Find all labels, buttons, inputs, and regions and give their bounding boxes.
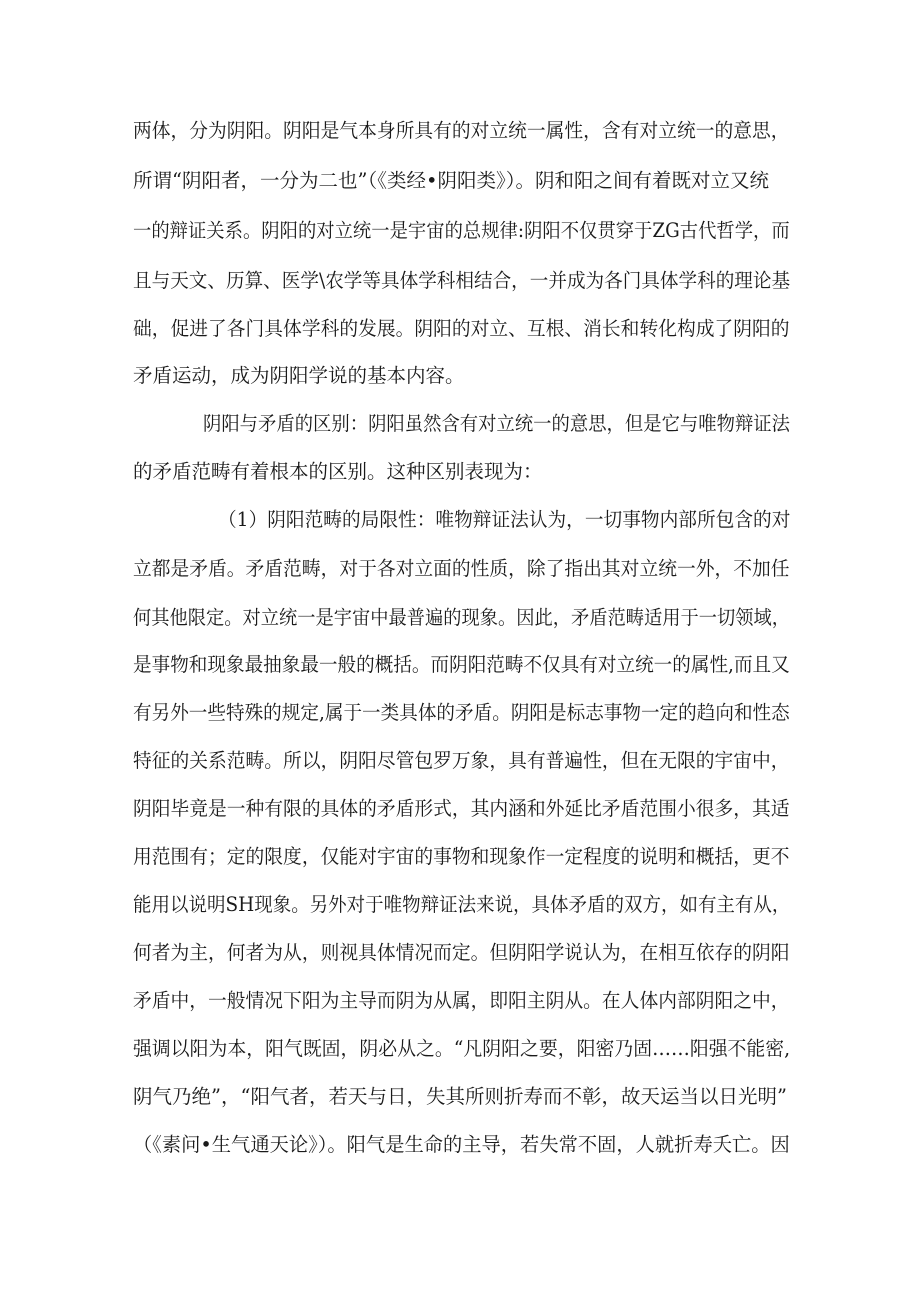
text-line: 强调以阳为本，阳气既固，阴必从之。“凡阴阳之要，阳密乃固……阳强不能密, bbox=[133, 1037, 791, 1060]
text-line: （《素问•生气通天论》）。阳气是生命的主导，若失常不固，人就折寿夭亡。因 bbox=[133, 1133, 790, 1156]
text-line: 矛盾运动，成为阴阳学说的基本内容。 bbox=[133, 364, 465, 387]
text-line: 两体，分为阴阳。阴阳是气本身所具有的对立统一属性，含有对立统一的意思， bbox=[133, 119, 790, 142]
text-line: 特征的关系范畴。所以，阴阳尽管包罗万象，具有普遍性，但在无限的宇宙中， bbox=[133, 749, 790, 772]
text-line: 何者为主，何者为从，则视具体情况而定。但阴阳学说认为，在相互依存的阴阳 bbox=[133, 941, 790, 964]
text-line: （1）阴阳范畴的局限性：唯物辩证法认为，一切事物内部所包含的对 bbox=[218, 508, 791, 531]
text-line: 阴阳毕竟是一种有限的具体的矛盾形式，其内涵和外延比矛盾范围小很多，其适 bbox=[133, 797, 790, 820]
text-line: 的矛盾范畴有着根本的区别。这种区别表现为： bbox=[133, 460, 543, 483]
text-line: 是事物和现象最抽象最一般的概括。而阴阳范畴不仅具有对立统一的属性,而且又 bbox=[133, 653, 790, 676]
text-line: 阴阳与矛盾的区别：阴阳虽然含有对立统一的意思，但是它与唯物辩证法 bbox=[203, 412, 791, 435]
text-line: 能用以说明SH现象。另外对于唯物辩证法来说，具体矛盾的双方，如有主有从， bbox=[133, 893, 791, 916]
text-line: 立都是矛盾。矛盾范畴，对于各对立面的性质，除了指出其对立统一外，不加任 bbox=[133, 557, 790, 580]
text-line: 一的辩证关系。阴阳的对立统一是宇宙的总规律:阴阳不仅贯穿于ZG古代哲学，而 bbox=[133, 219, 790, 242]
text-line: 何其他限定。对立统一是宇宙中最普遍的现象。因此，矛盾范畴适用于一切领域， bbox=[133, 606, 791, 629]
text-line: 且与天文、历算、医学\农学等具体学科相结合，一并成为各门具体学科的理论基 bbox=[133, 269, 791, 292]
text-line: 矛盾中，一般情况下阳为主导而阴为从属，即阳主阴从。在人体内部阴阳之中， bbox=[133, 989, 790, 1012]
text-line: 础，促进了各门具体学科的发展。阴阳的对立、互根、消长和转化构成了阴阳的 bbox=[133, 317, 790, 340]
text-line: 阴气乃绝”，“阳气者，若天与日，失其所则折寿而不彰，故天运当以日光明” bbox=[133, 1085, 787, 1108]
text-line: 所谓“阴阳者，一分为二也”（《类经•阴阳类》）。阴和阳之间有着既对立又统 bbox=[133, 169, 769, 192]
text-line: 有另外一些特殊的规定,属于一类具体的矛盾。阴阳是标志事物一定的趋向和性态 bbox=[133, 701, 790, 724]
text-line: 用范围有；定的限度，仅能对宇宙的事物和现象作一定程度的说明和概括，更不 bbox=[133, 845, 790, 868]
